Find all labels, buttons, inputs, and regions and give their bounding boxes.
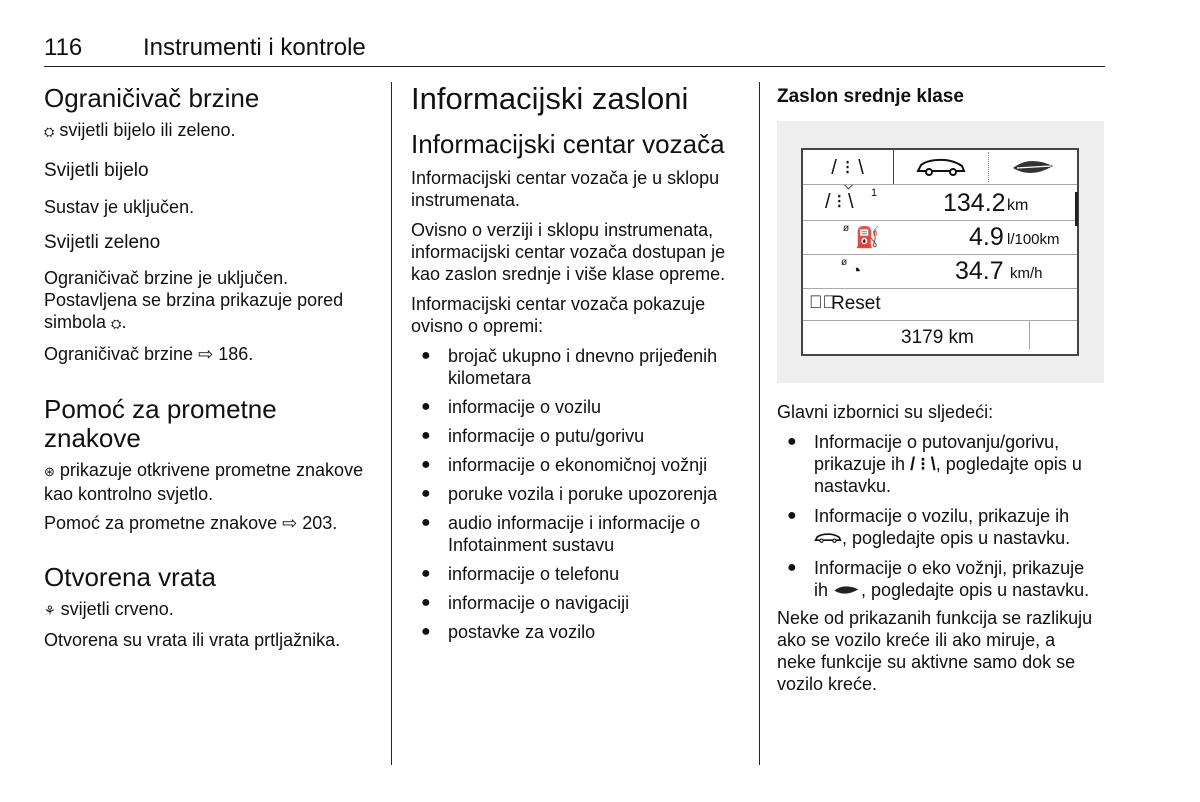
- car-icon: [915, 157, 967, 177]
- fuel-consumption-value: 4.9: [969, 223, 1004, 251]
- subtitle-green: Svijetli zeleno: [44, 232, 161, 253]
- paragraph: Informacijski centar vozača je u sklopu instrumenata.: [411, 168, 720, 210]
- white-text: Sustav je uključen.: [44, 197, 195, 217]
- list-item: ● informacije o ekonomičnoj vožnji: [421, 455, 708, 475]
- tab-eco[interactable]: [989, 150, 1079, 184]
- mid-level-display: [801, 148, 1079, 356]
- traffic-sign-reference: Pomoć za prometne znakove ⇨ 203.: [44, 513, 338, 533]
- average-icon: ø: [841, 257, 848, 268]
- section-title-speed-limiter: Ograničivač brzine: [44, 83, 260, 113]
- leaf-icon: [1011, 157, 1057, 177]
- page-reference-arrow-icon: ⇨: [198, 344, 214, 364]
- average-speed-value: 34.7: [955, 257, 1004, 285]
- trip-distance-row: [803, 184, 1077, 221]
- traffic-sign-intro: ⊛ prikazuje otkrivene prometne znakove kao kontrolno svjetlo.: [44, 460, 364, 504]
- menu-list: [777, 431, 1097, 601]
- page-number: 116: [44, 34, 83, 61]
- list-item: ● postavke za vozilo: [421, 622, 596, 642]
- paragraph: Neke od prikazanih funkcija se razlikuju ako se vozilo kreće ili ako miruje, a neke funkcije su aktivne samo dok se vozilo kreće.: [777, 608, 1093, 694]
- column-divider-right: [759, 82, 760, 765]
- speed-limiter-icon: ⛭: [44, 124, 55, 139]
- reference-page[interactable]: 203.: [302, 513, 338, 533]
- speed-limiter-intro: ⛭ svijetli bijelo ili zeleno.: [44, 120, 236, 140]
- section-title-open-door: Otvorena vrata: [44, 562, 216, 592]
- open-door-icon: ⚘: [44, 603, 56, 618]
- reset-row[interactable]: [803, 288, 1077, 321]
- average-icon: ø: [843, 223, 850, 234]
- fuel-consumption-unit: l/100km: [1007, 231, 1060, 248]
- traffic-sign-icon: ⊛: [44, 464, 55, 479]
- average-speed-unit: km/h: [1010, 265, 1043, 282]
- odometer-row: [803, 320, 1077, 355]
- section-title-traffic-sign: Pomoć za prometne znakove: [44, 394, 277, 453]
- fuel-consumption-row: [803, 220, 1077, 255]
- list-item: ● Informacije o vozilu, prikazuje ih , pogledajte opis u nastavku.: [787, 506, 1071, 548]
- open-door-text: Otvorena su vrata ili vrata prtljažnika.: [44, 630, 341, 650]
- trip-icon: / ⁝ \: [831, 156, 865, 179]
- odometer-value: 3179 km: [901, 327, 974, 348]
- reference-page[interactable]: 186.: [218, 344, 254, 364]
- column-3: [777, 401, 1097, 695]
- column-2: [411, 82, 746, 643]
- leaf-icon: [833, 584, 861, 596]
- list-item: ● audio informacije i informacije o Infotainment sustavu: [421, 513, 701, 555]
- car-icon: [814, 532, 842, 544]
- tab-vehicle[interactable]: [894, 150, 988, 184]
- paragraph: Ovisno o verziji i sklopu instrumenata, informacijski centar vozača dostupan je kao zaslon srednje i više klase opreme.: [411, 220, 726, 284]
- paragraph: Glavni izbornici su sljedeći:: [777, 402, 994, 422]
- trip-distance-unit: km: [1007, 197, 1029, 214]
- fuel-pump-icon: ⛽: [855, 227, 880, 249]
- column-divider-left: [391, 82, 392, 765]
- feature-list: [411, 345, 746, 643]
- list-item: ● Informacije o eko vožnji, prikazuje ih , pogledajte opis u nastavku.: [787, 558, 1090, 600]
- header-rule: [44, 66, 1105, 67]
- speedometer-icon: ◔: [851, 261, 862, 280]
- list-item: ● informacije o navigaciji: [421, 593, 630, 613]
- page-header-title: Instrumenti i kontrole: [143, 34, 366, 61]
- checkmark-circle-icon: ✓⃝: [809, 292, 836, 312]
- speed-limiter-reference: Ograničivač brzine ⇨ 186.: [44, 344, 254, 364]
- subtitle-white: Svijetli bijelo: [44, 160, 149, 181]
- list-item: ● brojač ukupno i dnevno prijeđenih kilometara: [421, 346, 718, 388]
- column-1: [44, 84, 379, 651]
- trip-distance-value: 134.2: [943, 189, 1006, 217]
- speed-limiter-icon: ⛭: [111, 316, 122, 331]
- list-item: ● informacije o vozilu: [421, 397, 602, 417]
- trip-index: 1: [871, 187, 878, 199]
- paragraph: Informacijski centar vozača pokazuje ovisno o opremi:: [411, 294, 706, 336]
- trip-icon: / ⁝ \: [825, 191, 854, 213]
- list-item: ● informacije o putu/gorivu: [421, 426, 645, 446]
- list-item: ● Informacije o putovanju/gorivu, prikazuje ih / ⁝ \, pogledajte opis u nastavku.: [787, 432, 1082, 496]
- reset-label[interactable]: Reset: [831, 293, 881, 314]
- odometer-divider: [1029, 321, 1030, 349]
- green-text: Ograničivač brzine je uključen. Postavljena se brzina prikazuje pored simbola ⛭.: [44, 268, 344, 332]
- page-reference-arrow-icon: ⇨: [282, 513, 298, 533]
- section-title-info-displays: Informacijski zasloni: [411, 81, 689, 116]
- list-item: ● informacije o telefonu: [421, 564, 620, 584]
- list-item: ● poruke vozila i poruke upozorenja: [421, 484, 718, 504]
- display-section-title: Zaslon srednje klase: [777, 86, 964, 107]
- trip-icon: / ⁝ \: [910, 454, 936, 474]
- scrollbar[interactable]: [1075, 192, 1078, 226]
- open-door-intro: ⚘ svijetli crveno.: [44, 599, 174, 619]
- average-speed-row: [803, 254, 1077, 289]
- subtitle-driver-info-center: Informacijski centar vozača: [411, 129, 725, 159]
